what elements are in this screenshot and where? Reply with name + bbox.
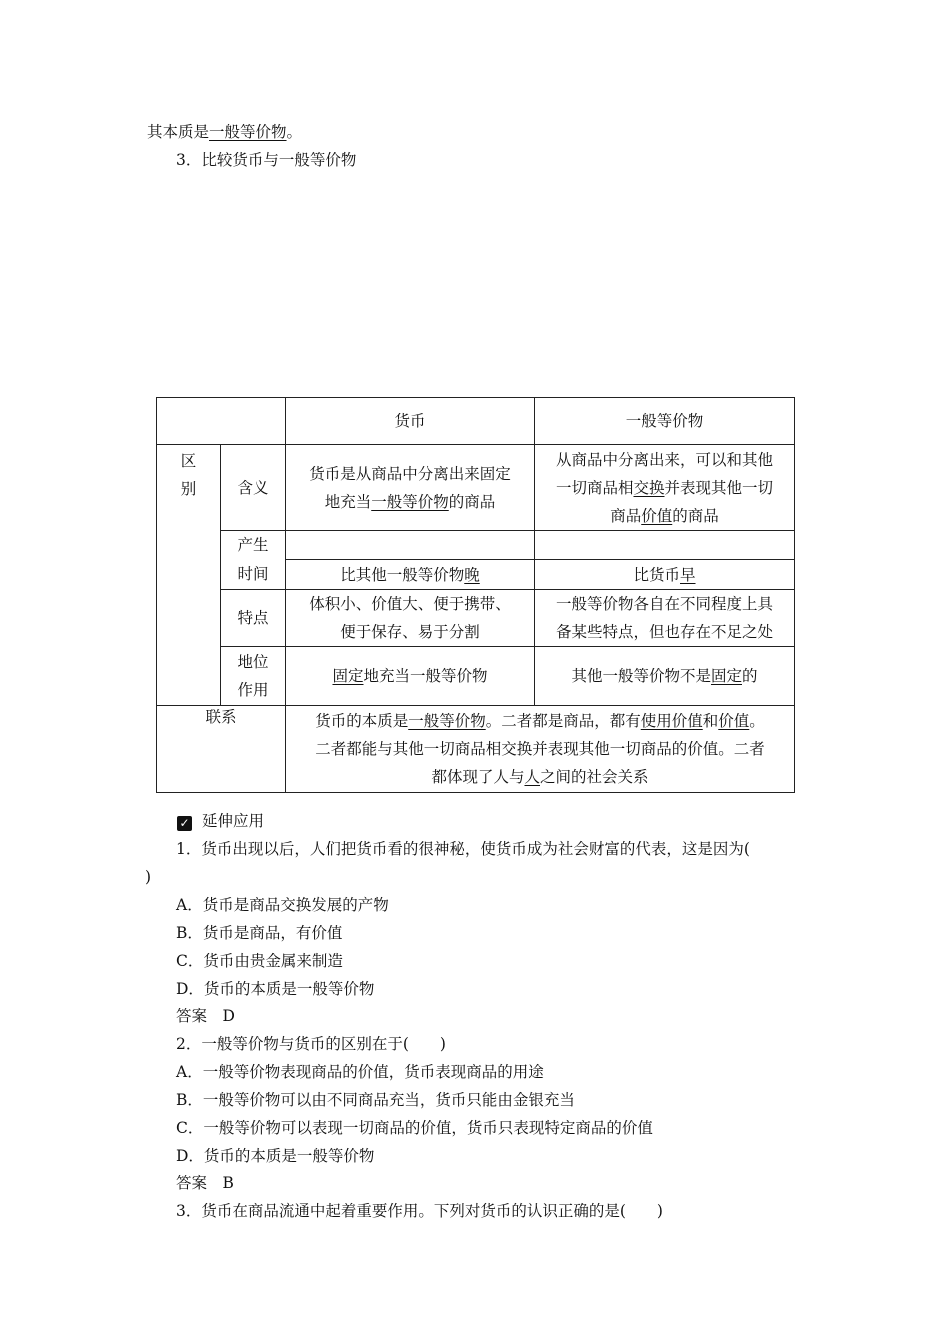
link-text: 都体现了人与	[431, 768, 525, 786]
row-link	[157, 706, 795, 793]
equiv-role-text: 的	[742, 667, 758, 685]
diff-group-label	[157, 445, 221, 706]
row-feature	[157, 590, 795, 647]
money-meaning-line-2	[290, 488, 530, 516]
equiv-feature-line-2: 备某些特点，但也存在不足之处	[555, 623, 773, 641]
label-feature: 特点	[221, 590, 286, 647]
link-text: 货币的本质是	[315, 712, 409, 730]
question-1-stem: 1．货币出现以后，人们把货币看的很神秘，使货币成为社会财富的代表，这是因为(	[176, 840, 750, 858]
equiv-meaning-text: 并表现其他一切	[664, 478, 774, 497]
question-1-option-a: A．货币是商品交换发展的产物	[176, 896, 389, 914]
cell-money-time	[286, 560, 535, 590]
cell-link	[286, 706, 795, 793]
link-underlined: 价值	[718, 712, 750, 730]
money-role-text: 地充当一般等价物	[363, 667, 488, 685]
intro-line	[147, 122, 302, 142]
intro-text: 其本质是	[147, 123, 210, 141]
equiv-role-text: 其他一般等价物不是	[571, 667, 711, 685]
equiv-meaning-text: 的商品	[672, 506, 719, 525]
label-meaning: 含义	[221, 445, 286, 531]
question-2-stem: 2．一般等价物与货币的区别在于( )	[176, 1035, 446, 1053]
question-2-option-a: A．一般等价物表现商品的价值，货币表现商品的用途	[176, 1063, 544, 1081]
link-line-3	[290, 763, 790, 791]
diff-label-char-1: 区	[180, 452, 197, 470]
extension-title: 延伸应用	[202, 812, 265, 830]
diff-label-char-2: 别	[180, 480, 197, 498]
question-1-option-c: C．货币由贵金属来制造	[176, 952, 343, 970]
checkbox-icon: ✓	[177, 816, 192, 831]
cell-equiv-feature	[535, 590, 795, 647]
equiv-meaning-underlined: 价值	[641, 506, 673, 525]
table-header-row	[157, 398, 795, 445]
link-underlined: 人	[524, 768, 540, 786]
question-1-stem-cont: )	[145, 868, 152, 886]
cell-equiv-time-empty	[535, 531, 795, 560]
intro-underlined-text: 一般等价物	[209, 123, 287, 141]
money-time-underlined: 晚	[464, 565, 480, 584]
row-role	[157, 647, 795, 706]
label-link: 联系	[157, 706, 286, 793]
cell-equiv-time	[535, 560, 795, 590]
question-2-option-c: C．一般等价物可以表现一切商品的价值，货币只表现特定商品的价值	[176, 1119, 653, 1137]
label-time-2: 时间	[221, 560, 286, 590]
equiv-meaning-text: 一切商品相	[555, 478, 634, 497]
question-1-option-d: D．货币的本质是一般等价物	[176, 980, 375, 998]
money-feature-line-2: 便于保存、易于分割	[340, 623, 480, 641]
link-text: 和	[702, 712, 719, 730]
equiv-meaning-text: 商品	[610, 506, 642, 525]
money-feature-line-1: 体积小、价值大、便于携带、	[309, 595, 511, 613]
equiv-time-underlined: 早	[680, 565, 696, 584]
row-time	[157, 560, 795, 590]
link-line-2: 二者都能与其他一切商品相交换并表现其他一切商品的价值。二者	[315, 740, 765, 758]
money-meaning-underlined: 一般等价物	[371, 492, 449, 511]
equiv-meaning-line-3	[539, 502, 790, 530]
link-line-1	[290, 707, 790, 735]
header-money: 货币	[286, 398, 535, 445]
cell-money-meaning	[286, 445, 535, 531]
cell-money-feature	[286, 590, 535, 647]
equiv-meaning-line-1: 从商品中分离出来，可以和其他	[555, 450, 773, 469]
money-role-underlined: 固定	[332, 667, 364, 685]
link-text: 。二者都是商品，都有	[485, 712, 641, 730]
comparison-table	[156, 397, 795, 793]
label-role	[221, 647, 286, 706]
money-time-text: 比其他一般等价物	[340, 565, 465, 584]
extension-heading	[177, 811, 264, 831]
link-underlined: 使用价值	[640, 712, 703, 730]
row-meaning	[157, 445, 795, 531]
equiv-meaning-underlined: 交换	[633, 478, 665, 497]
equiv-time-text: 比货币	[633, 565, 680, 584]
link-text: 。	[749, 712, 765, 730]
question-1-answer: 答案 D	[176, 1007, 235, 1025]
cell-equiv-meaning	[535, 445, 795, 531]
cell-money-time-empty	[286, 531, 535, 560]
question-3-stem: 3．货币在商品流通中起着重要作用。下列对货币的认识正确的是( )	[176, 1202, 663, 1220]
label-time-1: 产生	[221, 531, 286, 560]
link-underlined: 一般等价物	[408, 712, 486, 730]
money-meaning-line-1: 货币是从商品中分离出来固定	[309, 464, 511, 483]
cell-money-role	[286, 647, 535, 706]
table-corner-cell	[157, 398, 286, 445]
intro-suffix: 。	[286, 123, 303, 141]
cell-equiv-role	[535, 647, 795, 706]
label-role-1: 地位	[237, 653, 269, 671]
label-role-2: 作用	[237, 681, 269, 699]
section-title: 3．比较货币与一般等价物	[176, 151, 357, 169]
money-meaning-text: 地充当	[324, 492, 372, 511]
equiv-role-underlined: 固定	[710, 667, 742, 685]
question-1-option-b: B．货币是商品，有价值	[176, 924, 343, 942]
question-2-option-b: B．一般等价物可以由不同商品充当，货币只能由金银充当	[176, 1091, 575, 1109]
link-text: 之间的社会关系	[540, 768, 649, 786]
equiv-meaning-line-2	[539, 474, 790, 502]
header-equivalent: 一般等价物	[535, 398, 795, 445]
question-2-option-d: D．货币的本质是一般等价物	[176, 1147, 375, 1165]
equiv-feature-line-1: 一般等价物各自在不同程度上具	[555, 595, 773, 613]
question-2-answer: 答案 B	[176, 1174, 234, 1192]
money-meaning-text: 的商品	[448, 492, 496, 511]
row-time-top	[157, 531, 795, 560]
